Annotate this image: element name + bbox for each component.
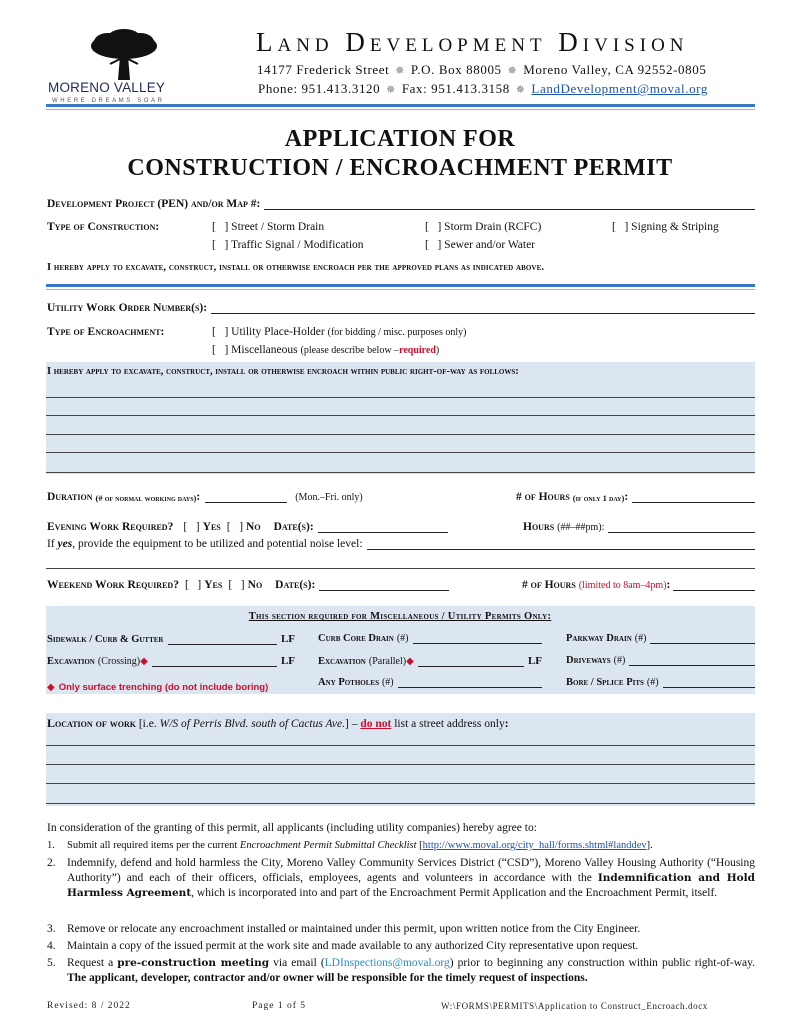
weekend-hours-field[interactable]	[673, 579, 755, 591]
email-link[interactable]: LandDevelopment@moval.org	[531, 81, 708, 96]
file-path: W:\FORMS\PERMITS\Application to Construct_Encroach.docx	[441, 1001, 708, 1011]
description-line-1[interactable]	[46, 397, 755, 398]
term-item-1: 1. Submit all required items per the current Encroachment Permit Submittal Checklist [http://www.moval.org/city_hall/forms.shtml#landdev].	[47, 840, 653, 851]
term-item-2: 2. Indemnify, defend and hold harmless the City, Moreno Valley Community Services District (“CSD”), Moreno Valley Housing Authority (“Housing Authority”) and each of their officers, officials, employees, agents and volunteers in accordance with the Indemnification and Hold Harmless Agreement, which is incorporated into and part of the Encroachment Permit Application and the Encroachment Permit, itself.	[47, 857, 755, 900]
phone-number: Phone: 951.413.3120	[258, 81, 381, 96]
potholes-row: Any Potholes (#)	[318, 677, 542, 688]
driveways-field[interactable]	[629, 655, 755, 666]
weekend-no-checkbox[interactable]: [ ]	[228, 579, 245, 591]
logo-brand-text: MORENO VALLEY	[48, 80, 166, 95]
parkway-row: Parkway Drain (#)	[566, 633, 755, 644]
document-title-line1: APPLICATION FOR	[284, 126, 516, 152]
term-item-5: 5. Request a pre-construction meeting via email (LDInspections@moval.org) prior to beginning any construction within public right-of-way. The applicant, developer, contractor and/or owner will be responsible for the timely request of inspections.	[47, 957, 755, 985]
sidewalk-field[interactable]	[168, 634, 277, 645]
type-construction-label: Type of Construction:	[47, 221, 160, 233]
weekend-work-row: Weekend Work Required? [ ] Yes [ ] No Date(s):	[47, 579, 449, 591]
terms-intro: In consideration of the granting of this permit, all applicants (including utility companies) hereby agree to:	[47, 822, 537, 834]
option-storm-drain-rcfc[interactable]: [ ] Storm Drain (RCFC)	[425, 221, 542, 233]
duration-row: Duration (# of normal working days) : (Mon.–Fri. only)	[47, 491, 363, 503]
utility-wo-label: Utility Work Order Number(s):	[47, 302, 208, 314]
checkbox[interactable]: [ ]	[212, 221, 229, 233]
duration-field[interactable]	[205, 491, 287, 503]
term-item-4: 4. Maintain a copy of the issued permit at the work site and made available to any authorized City representative upon request.	[47, 940, 639, 952]
driveways-row: Driveways (#)	[566, 655, 755, 666]
location-line-3[interactable]	[46, 783, 755, 784]
diamond-marker-icon: ◆	[140, 656, 148, 667]
location-line-2[interactable]	[46, 764, 755, 765]
tree-logo-icon	[88, 28, 160, 80]
section-divider-thin	[46, 289, 755, 290]
bore-field[interactable]	[663, 677, 755, 688]
exc-parallel-field[interactable]	[418, 656, 524, 667]
do-not-emphasis: do not	[360, 718, 392, 730]
curb-core-row: Curb Core Drain (#)	[318, 633, 542, 644]
term-item-3: 3. Remove or relocate any encroachment installed or maintained under this permit, upon written notice from the City Engineer.	[47, 923, 641, 935]
po-box: P.O. Box 88005	[410, 62, 502, 77]
revised-date: Revised: 8 / 2022	[47, 1001, 131, 1011]
checkbox[interactable]: [ ]	[425, 239, 442, 251]
evening-hours-field[interactable]	[608, 521, 755, 533]
option-signing-striping[interactable]: [ ] Signing & Striping	[612, 221, 719, 233]
evening-work-row: Evening Work Required? [ ] Yes [ ] No Date(s):	[47, 521, 448, 533]
required-flag: required	[399, 345, 436, 356]
option-sewer-water[interactable]: [ ] Sewer and/or Water	[425, 239, 535, 251]
construction-statement: I hereby apply to excavate, construct, install or otherwise encroach per the approved plans as indicated above.	[47, 262, 545, 273]
option-miscellaneous[interactable]: [ ] Miscellaneous (please describe below –required)	[212, 344, 440, 356]
evening-no-checkbox[interactable]: [ ]	[226, 521, 244, 533]
header-divider	[46, 104, 755, 107]
misc-section-heading: This section required for Miscellaneous / Utility Permits Only:	[248, 611, 552, 622]
equipment-row: If yes , provide the equipment to be utilized and potential noise level:	[47, 538, 755, 550]
header-divider-thin	[46, 109, 755, 110]
option-traffic-signal[interactable]: [ ] Traffic Signal / Modification	[212, 239, 364, 251]
city-state-zip: Moreno Valley, CA 92552-0805	[523, 62, 707, 77]
fax-number: Fax: 951.413.3158	[401, 81, 510, 96]
location-label: Location of work [i.e. W/S of Perris Blvd. south of Cactus Ave.] – do not list a street address only:	[47, 716, 509, 730]
bore-row: Bore / Splice Pits (#)	[566, 677, 755, 688]
sidewalk-row: Sidewalk / Curb & Gutter LF	[47, 633, 295, 645]
option-utility-placeholder[interactable]: [ ] Utility Place-Holder (for bidding / misc. purposes only)	[212, 326, 467, 338]
exc-crossing-field[interactable]	[152, 656, 277, 667]
separator-star-icon: ✵	[395, 65, 406, 77]
checklist-link[interactable]: http://www.moval.org/city_hall/forms.shtml#landdev	[422, 840, 647, 851]
weekend-yes-checkbox[interactable]: [ ]	[184, 579, 202, 591]
weekend-dates-field[interactable]	[319, 579, 449, 591]
utility-wo-row	[47, 302, 755, 314]
description-line-4[interactable]	[46, 452, 755, 453]
option-street-storm-drain[interactable]: [ ] Street / Storm Drain	[212, 221, 325, 233]
dev-project-field[interactable]	[264, 198, 755, 210]
checkbox[interactable]: [ ]	[212, 239, 229, 251]
evening-yes-checkbox[interactable]: [ ]	[183, 521, 200, 533]
diamond-marker-icon: ◆	[406, 656, 414, 667]
checkbox[interactable]: [ ]	[425, 221, 442, 233]
diamond-marker-icon: ◆	[47, 682, 55, 693]
checkbox[interactable]: [ ]	[212, 344, 229, 356]
evening-hours-row: Hours (##–##pm):	[523, 521, 755, 533]
division-title: Land Development Division	[256, 27, 689, 57]
checkbox[interactable]: [ ]	[612, 221, 629, 233]
document-title-line2: CONSTRUCTION / ENCROACHMENT PERMIT	[127, 155, 673, 181]
logo-tagline: WHERE DREAMS SOAR	[52, 98, 165, 104]
separator-star-icon: ✵	[507, 65, 518, 77]
equipment-field[interactable]	[367, 538, 755, 550]
utility-wo-field[interactable]	[211, 302, 755, 314]
curb-core-field[interactable]	[413, 633, 542, 644]
city-logo	[48, 28, 188, 104]
section-divider	[46, 284, 755, 287]
address-line	[257, 62, 706, 78]
weekend-hours-row: # of Hours (limited to 8am–4pm) :	[522, 579, 755, 591]
dev-project-row	[47, 198, 755, 210]
description-line-5[interactable]	[46, 472, 755, 473]
exc-crossing-row: Excavation (Crossing) ◆ LF	[47, 655, 295, 667]
parkway-field[interactable]	[650, 633, 755, 644]
inspections-email-link[interactable]: LDInspections@moval.org	[324, 957, 450, 969]
dev-project-label: Development Project (PEN) and/or Map #:	[47, 198, 261, 210]
checkbox[interactable]: [ ]	[212, 326, 229, 338]
separator-star-icon: ✵	[386, 84, 396, 96]
exc-parallel-row: Excavation (Parallel) ◆ LF	[318, 655, 542, 667]
evening-dates-field[interactable]	[318, 521, 448, 533]
potholes-field[interactable]	[398, 677, 542, 688]
page-number: Page 1 of 5	[252, 1001, 307, 1011]
one-day-hours-field[interactable]	[632, 491, 755, 503]
equipment-line-2[interactable]	[46, 568, 755, 569]
right-of-way-statement: I hereby apply to excavate, construct, install or otherwise encroach within public right-of-way as follows:	[47, 366, 519, 377]
street-address: 14177 Frederick Street	[257, 62, 390, 77]
description-area[interactable]	[46, 362, 755, 474]
description-line-3[interactable]	[46, 434, 755, 435]
description-line-2[interactable]	[46, 415, 755, 416]
location-line-1[interactable]	[46, 745, 755, 746]
contact-line	[258, 81, 708, 97]
trenching-footnote: ◆ Only surface trenching (do not include boring)	[47, 682, 269, 693]
type-encroachment-label: Type of Encroachment:	[47, 326, 165, 338]
location-line-4[interactable]	[46, 803, 755, 804]
separator-star-icon: ✵	[515, 84, 526, 96]
one-day-hours-row: # of Hours (if only 1 day) :	[516, 491, 755, 503]
